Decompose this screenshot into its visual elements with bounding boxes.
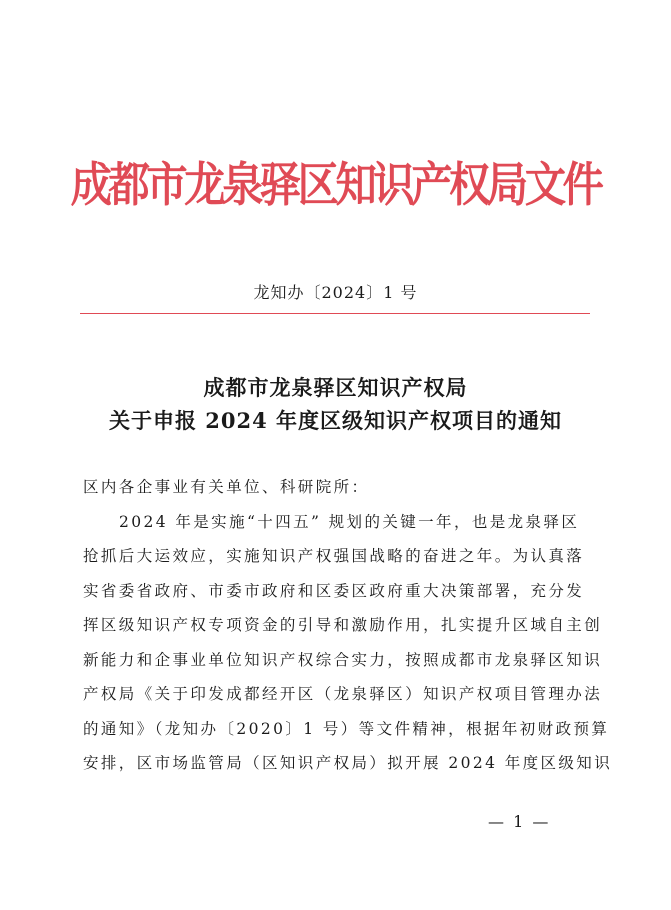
body-line: 新能力和企事业单位知识产权综合实力，按照成都市龙泉驿区知识 — [83, 650, 603, 669]
red-divider-line — [80, 313, 590, 314]
body-line: 产权局《关于印发成都经开区（龙泉驿区）知识产权项目管理办法 — [83, 685, 603, 703]
notice-title-line-1: 成都市龙泉驿区知识产权局 — [203, 375, 468, 400]
notice-title — [0, 371, 671, 437]
body-paragraph — [83, 505, 613, 781]
notice-body — [83, 470, 613, 781]
document-number: 龙知办〔2024〕1 号 — [253, 283, 418, 302]
body-line: 抢抓后大运效应，实施知识产权强国战略的奋进之年。为认真落 — [83, 547, 585, 565]
body-line: 挥区级知识产权专项资金的引导和激励作用，扎实提升区域自主创 — [83, 616, 603, 634]
body-line: 2024 年是实施“十四五” 规划的关键一年，也是龙泉驿区 — [119, 512, 580, 531]
salutation: 区内各企事业有关单位、科研院所： — [83, 478, 370, 496]
body-line: 实省委省政府、市委市政府和区委区政府重大决策部署，充分发 — [83, 581, 585, 600]
body-line: 的通知》（龙知办〔2020〕1 号）等文件精神，根据年初财政预算 — [83, 719, 610, 738]
masthead-title: 成都市龙泉驿区知识产权局文件 — [70, 158, 601, 213]
body-line: 安排，区市场监管局（区知识产权局）拟开展 2024 年度区级知识 — [83, 754, 613, 772]
notice-title-line-2: 关于申报 2024 年度区级知识产权项目的通知 — [108, 408, 563, 433]
page-number: — 1 — — [488, 812, 551, 831]
